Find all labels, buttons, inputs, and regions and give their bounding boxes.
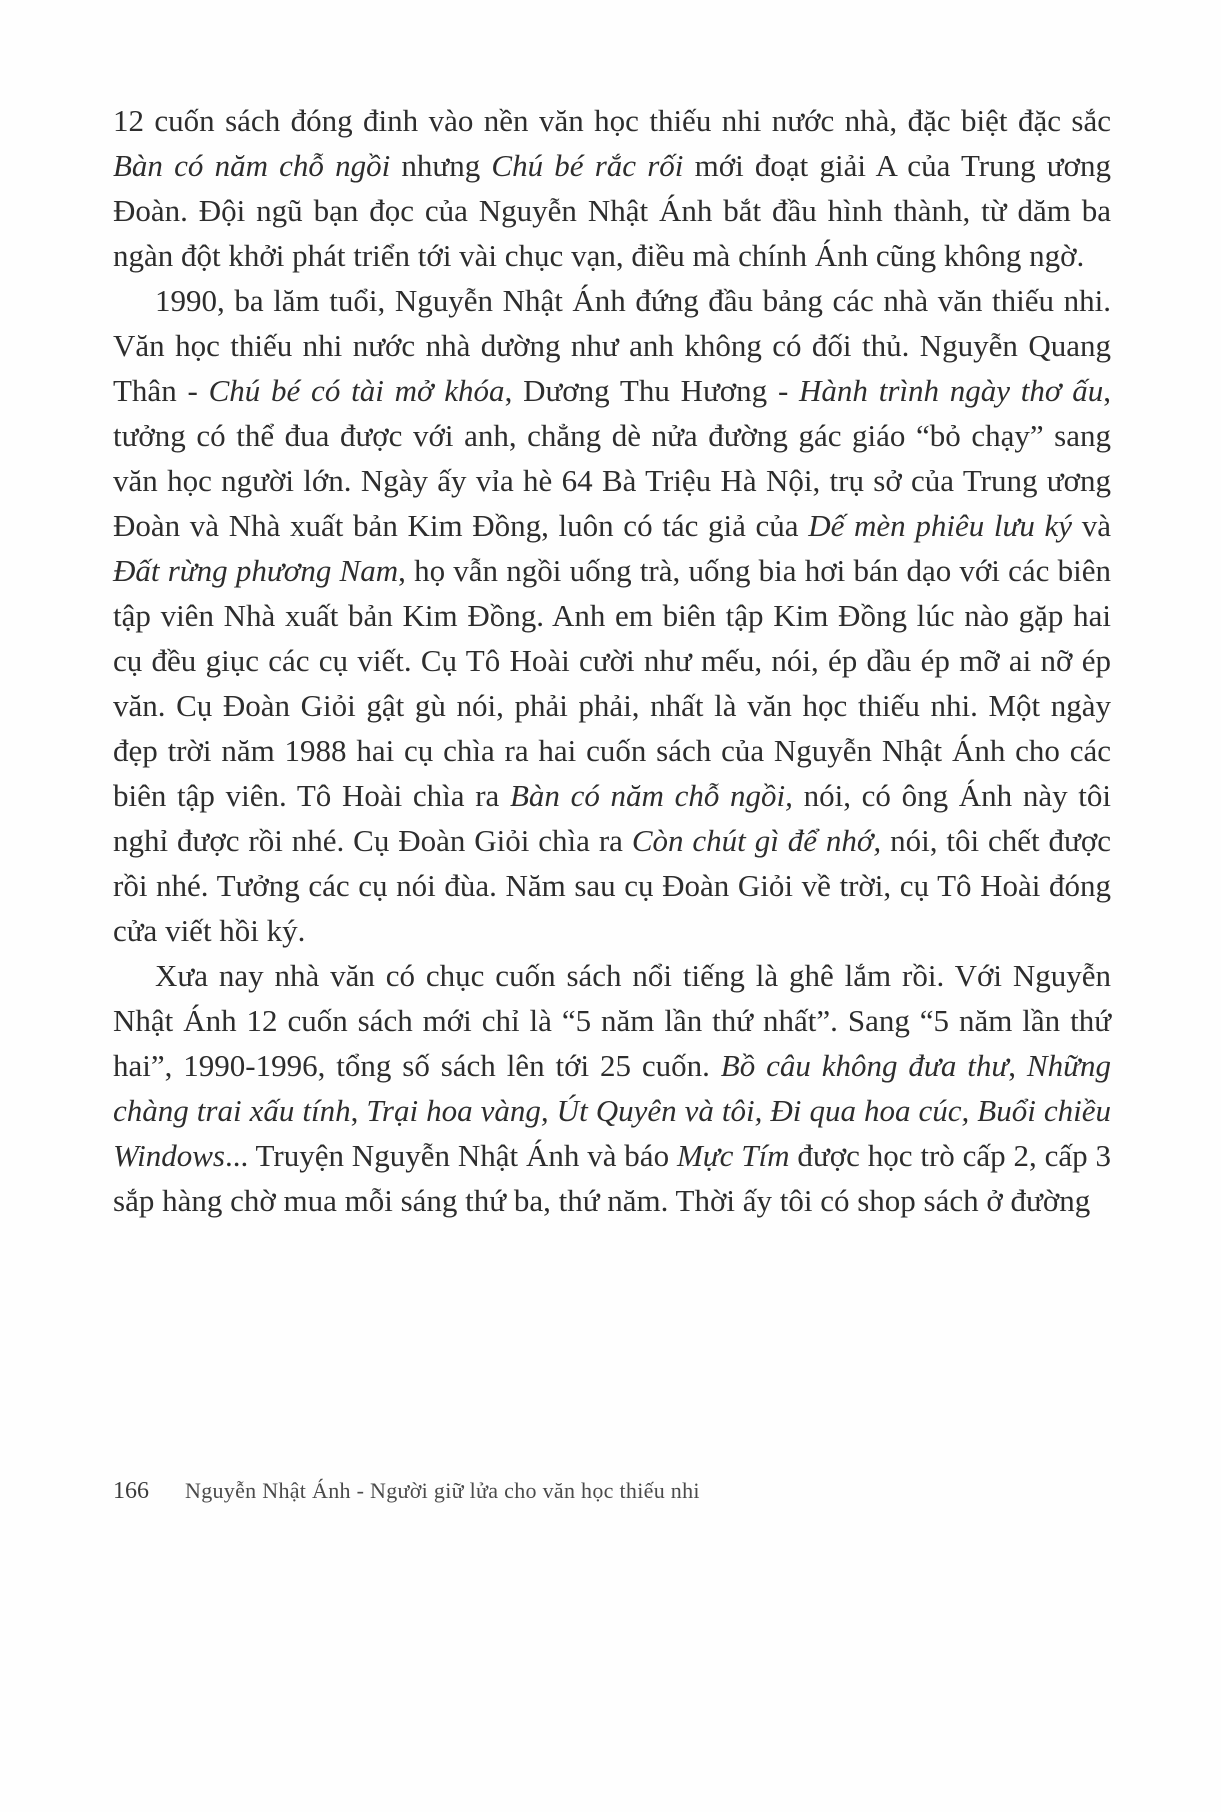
text-run: , — [350, 1093, 367, 1128]
paragraph — [113, 278, 1111, 953]
book-title-italic: Đất rừng phương Nam — [113, 553, 399, 588]
text-run: Xưa nay nhà văn có chục cuốn sách nổi tiếng là ghê lắm rồi. Với Nguyễn Nhật Ánh 12 cuốn sách mới chỉ là “5 năm lần thứ nhất”. Sang “5 năm lần thứ hai”, 1990-1996, tổng số sách lên tới 25 cuốn. — [113, 958, 1111, 1083]
book-title-italic: Bàn có năm chỗ ngồi — [113, 148, 391, 183]
text-run: nói, tôi chết được rồi nhé. Tưởng các cụ nói đùa. Năm sau cụ Đoàn Giỏi về trời, cụ Tô Hoài đóng cửa viết hồi ký. — [113, 823, 1111, 948]
paragraph — [113, 98, 1111, 278]
text-run: ... Truyện Nguyễn Nhật Ánh và báo — [224, 1138, 677, 1173]
text-run: và — [1072, 508, 1111, 543]
body-text — [113, 98, 1111, 1223]
book-title-italic: Bàn có năm chỗ ngồi, — [509, 778, 793, 813]
book-title-italic: Mực Tím — [676, 1138, 790, 1173]
text-run: 12 cuốn sách đóng đinh vào nền văn học thiếu nhi nước nhà, đặc biệt đặc sắc — [113, 103, 1111, 138]
book-title-italic: Hành trình ngày thơ ấu — [799, 373, 1104, 408]
book-title-italic: Những chàng trai xấu tính — [113, 1048, 1111, 1128]
text-run: 1990, ba lăm tuổi, Nguyễn Nhật Ánh đứng đầu bảng các nhà văn thiếu nhi. Văn học thiếu nhi nước nhà dường như anh không có đối thủ. Nguyễn Quang Thân - — [113, 283, 1111, 408]
book-title-italic: Trại hoa vàng, Út Quyên và tôi, Đi qua hoa cúc, Buổi chiều Windows — [113, 1093, 1111, 1173]
book-title-italic: Dế mèn phiêu lưu ký — [808, 508, 1073, 543]
text-run: được học trò cấp 2, cấp 3 sắp hàng chờ mua mỗi sáng thứ ba, thứ năm. Thời ấy tôi có shop sách ở đường — [113, 1138, 1111, 1218]
text-run: , họ vẫn ngồi uống trà, uống bia hơi bán dạo với các biên tập viên Nhà xuất bản Kim Đồng. Anh em biên tập Kim Đồng lúc nào gặp hai cụ đều giục các cụ viết. Cụ Tô Hoài cười như mếu, nói, ép dầu ép mỡ ai nỡ ép văn. Cụ Đoàn Giỏi gật gù nói, phải phải, nhất là văn học thiếu nhi. Một ngày đẹp trời năm 1988 hai cụ chìa ra hai cuốn sách của Nguyễn Nhật Ánh cho các biên tập viên. Tô Hoài chìa ra — [113, 553, 1111, 813]
book-title-italic: Bồ câu không đưa thư — [720, 1048, 1009, 1083]
book-title-italic: Còn chút gì để nhớ, — [631, 823, 882, 858]
text-run: , Dương Thu Hương - — [504, 373, 800, 408]
page-number: 166 — [113, 1478, 149, 1504]
text-run: mới đoạt giải A của Trung ương Đoàn. Đội ngũ bạn đọc của Nguyễn Nhật Ánh bắt đầu hình thành, từ dăm ba ngàn đột khởi phát triển tới vài chục vạn, điều mà chính Ánh cũng không ngờ. — [113, 148, 1112, 273]
paragraph — [113, 953, 1111, 1223]
book-title-italic: Chú bé rắc rối — [491, 148, 684, 183]
text-run: , tưởng có thể đua được với anh, chẳng dè nửa đường gác giáo “bỏ chạy” sang văn học người lớn. Ngày ấy vỉa hè 64 Bà Triệu Hà Nội, trụ sở của Trung ương Đoàn và Nhà xuất bản Kim Đồng, luôn có tác giả của — [113, 373, 1111, 543]
text-run: nhưng — [390, 148, 492, 183]
page-footer — [113, 1478, 1111, 1505]
footer-running-title: Nguyễn Nhật Ánh - Người giữ lửa cho văn học thiếu nhi — [185, 1478, 700, 1503]
text-run: nói, có ông Ánh này tôi nghỉ được rồi nhé. Cụ Đoàn Giỏi chìa ra — [113, 778, 1111, 858]
text-run: , — [1008, 1048, 1027, 1083]
book-title-italic: Chú bé có tài mở khóa — [208, 373, 505, 408]
